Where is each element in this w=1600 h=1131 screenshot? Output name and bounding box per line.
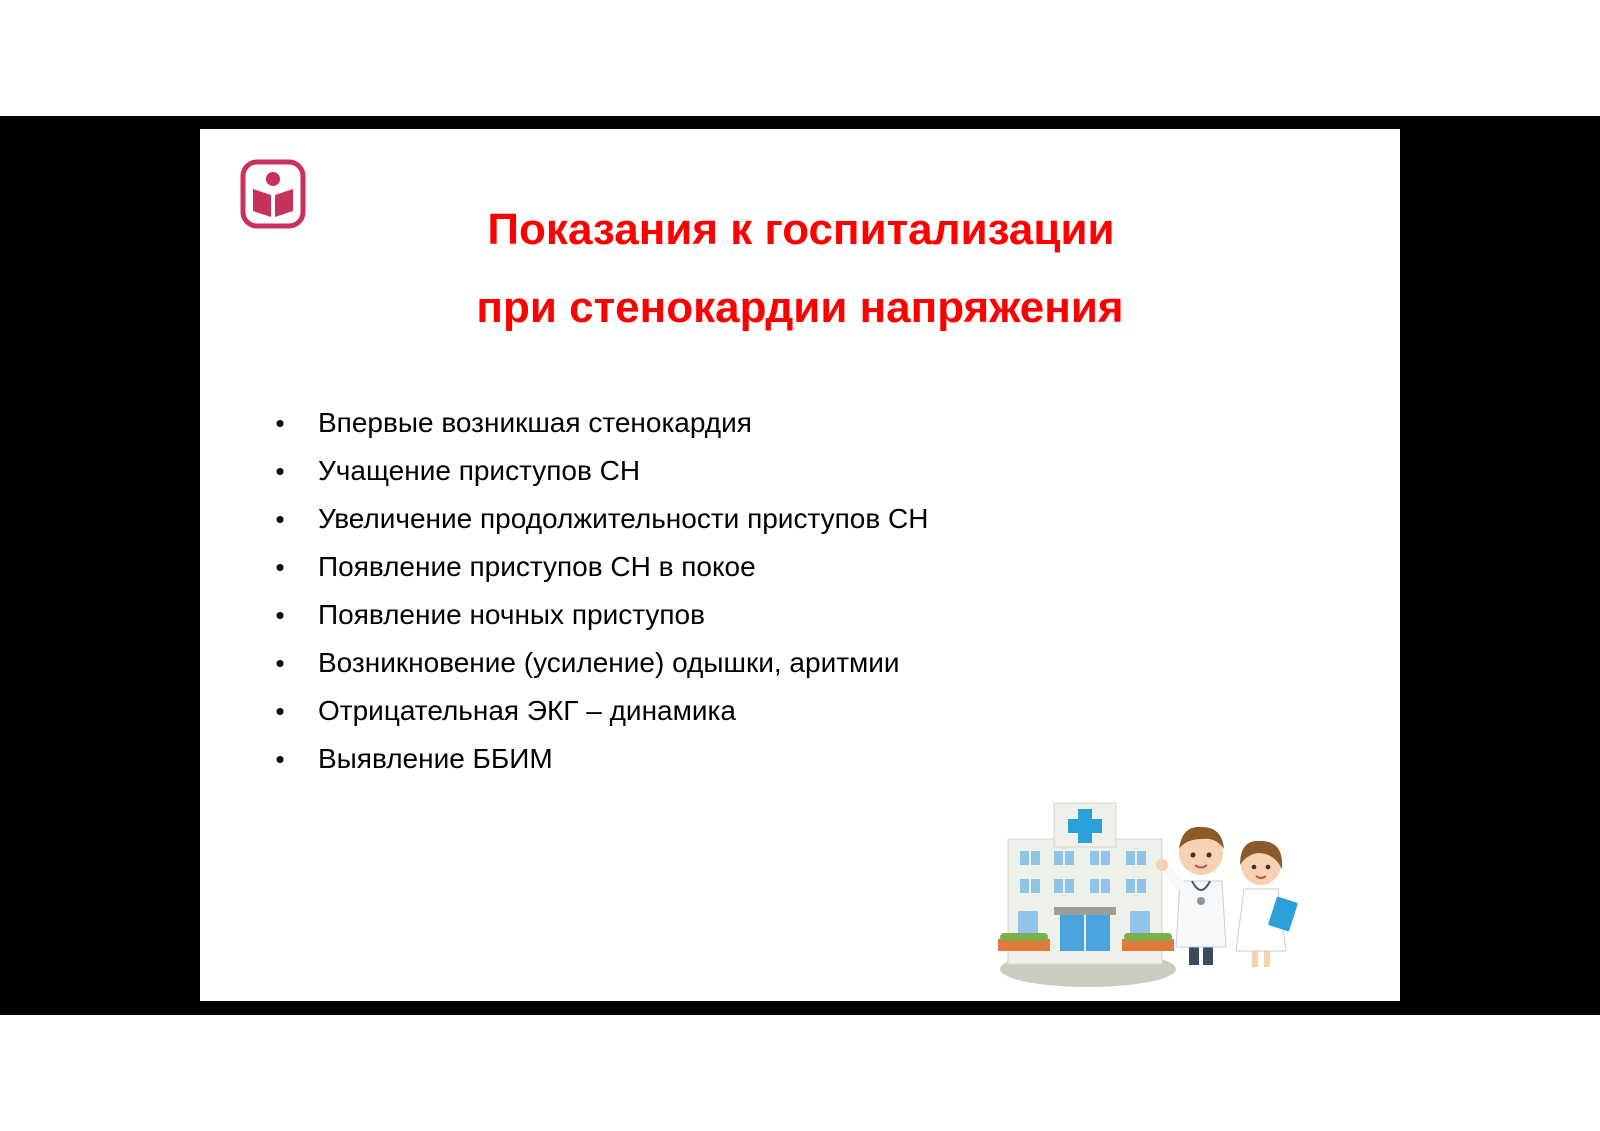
list-item: [270, 687, 1170, 735]
presentation-slide: [200, 129, 1400, 1001]
list-item-text: Увеличение продолжительности приступов СН: [318, 503, 929, 534]
list-item-text: Появление приступов СН в покое: [318, 551, 756, 582]
list-item: [270, 495, 1170, 543]
list-item: [270, 591, 1170, 639]
list-item-text: Учащение приступов СН: [318, 455, 641, 486]
list-item: [270, 399, 1170, 447]
bullet-icon: •: [275, 456, 285, 486]
list-item-text: Отрицательная ЭКГ – динамика: [318, 695, 736, 726]
bullet-icon: •: [275, 696, 285, 726]
bullet-icon: •: [275, 552, 285, 582]
bullet-icon: •: [275, 600, 285, 630]
list-item-text: Возникновение (усиление) одышки, аритмии: [318, 647, 900, 678]
list-item-text: Выявление ББИМ: [318, 743, 553, 774]
slide-title-line-2: при стенокардии напряжения: [476, 283, 1124, 332]
bullet-icon: •: [275, 504, 285, 534]
bullet-icon: •: [275, 744, 285, 774]
list-item-text: Появление ночных приступов: [318, 599, 705, 630]
bullet-icon: •: [275, 408, 285, 438]
list-item: [270, 447, 1170, 495]
list-item: [270, 543, 1170, 591]
hospital-doctors-illustration: [996, 789, 1316, 989]
list-item: [270, 735, 1170, 783]
list-item: [270, 639, 1170, 687]
slide-title-line-1: Показания к госпитализации: [487, 205, 1115, 254]
indications-list: [270, 399, 1170, 783]
list-item-text: Впервые возникшая стенокардия: [318, 407, 752, 438]
bullet-icon: •: [275, 648, 285, 678]
slide-title: [200, 191, 1400, 347]
